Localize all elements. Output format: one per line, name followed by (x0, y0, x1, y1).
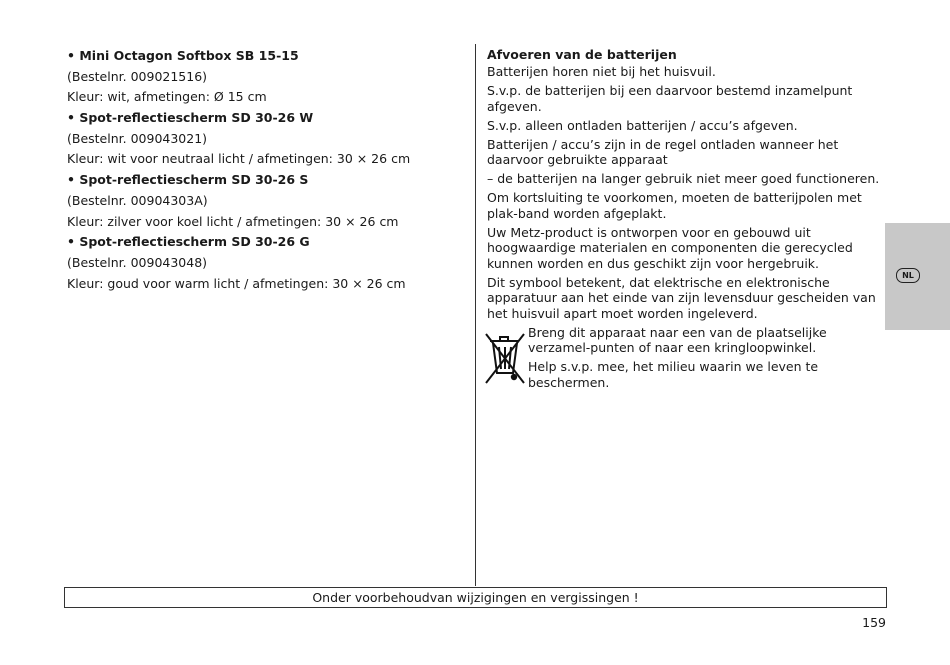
accessory-title: • Spot-reflectiescherm SD 30-26 S (67, 172, 309, 188)
paragraph: – de batterijen na langer gebruik niet meer goed functioneren. (487, 171, 880, 186)
paragraph: Help s.v.p. mee, het milieu waarin we leven te beschermen. (528, 359, 819, 390)
paragraph: Batterijen horen niet bij het huisvuil. (487, 64, 716, 79)
paragraph: Dit symbool betekent, dat elektrische en elektronische apparatuur aan het einde van zijn levensduur gescheiden van het huisvuil apart moet worden ingeleverd. (487, 274, 876, 321)
accessory-title: • Spot-reflectiescherm SD 30-26 G (67, 234, 310, 250)
page-number: 159 (862, 615, 886, 630)
paragraph: Breng dit apparaat naar een van de plaatselijke verzamel-punten of naar een kringloopwinkel. (528, 324, 827, 355)
paragraph: Om kortsluiting te voorkomen, moeten de batterijpolen met plak-band worden afgeplakt. (487, 190, 862, 221)
crossed-out-wheelie-bin-icon (484, 331, 528, 385)
accessory-description: Kleur: wit voor neutraal licht / afmetingen: 30 × 26 cm (67, 151, 411, 167)
accessory-description: Kleur: goud voor warm licht / afmetingen: 30 × 26 cm (67, 275, 406, 291)
disposal-block (487, 325, 882, 391)
paragraph: Uw Metz-product is ontworpen voor en gebouwd uit hoogwaardige materialen en componenten die gerecycled kunnen worden en dus geschikt zijn voor hergebruik. (487, 224, 853, 271)
footer-note: Onder voorbehoudvan wijzigingen en vergissingen ! (64, 587, 887, 608)
accessory-order-number: (Bestelnr. 009043021) (67, 130, 208, 146)
language-badge: NL (896, 268, 920, 283)
accessory-description: Kleur: zilver voor koel licht / afmetingen: 30 × 26 cm (67, 213, 399, 229)
accessory-title: • Mini Octagon Softbox SB 15-15 (67, 48, 299, 63)
section-heading: Afvoeren van de batterijen (487, 47, 677, 62)
paragraph: Batterijen / accu’s zijn in de regel ontladen wanneer het daarvoor gebruikte apparaat (487, 136, 839, 167)
accessory-description: Kleur: wit, afmetingen: Ø 15 cm (67, 89, 267, 105)
accessories-list (67, 46, 462, 294)
accessory-order-number: (Bestelnr. 009043048) (67, 254, 208, 270)
paragraph: S.v.p. de batterijen bij een daarvoor bestemd inzamelpunt afgeven. (487, 83, 853, 114)
accessory-title: • Spot-reflectiescherm SD 30-26 W (67, 110, 314, 126)
column-divider (475, 44, 476, 586)
accessory-order-number: (Bestelnr. 00904303A) (67, 192, 208, 208)
battery-disposal-section (487, 46, 882, 394)
language-tab (885, 223, 950, 330)
accessory-order-number: (Bestelnr. 009021516) (67, 68, 208, 84)
paragraph: S.v.p. alleen ontladen batterijen / accu’s afgeven. (487, 117, 798, 133)
